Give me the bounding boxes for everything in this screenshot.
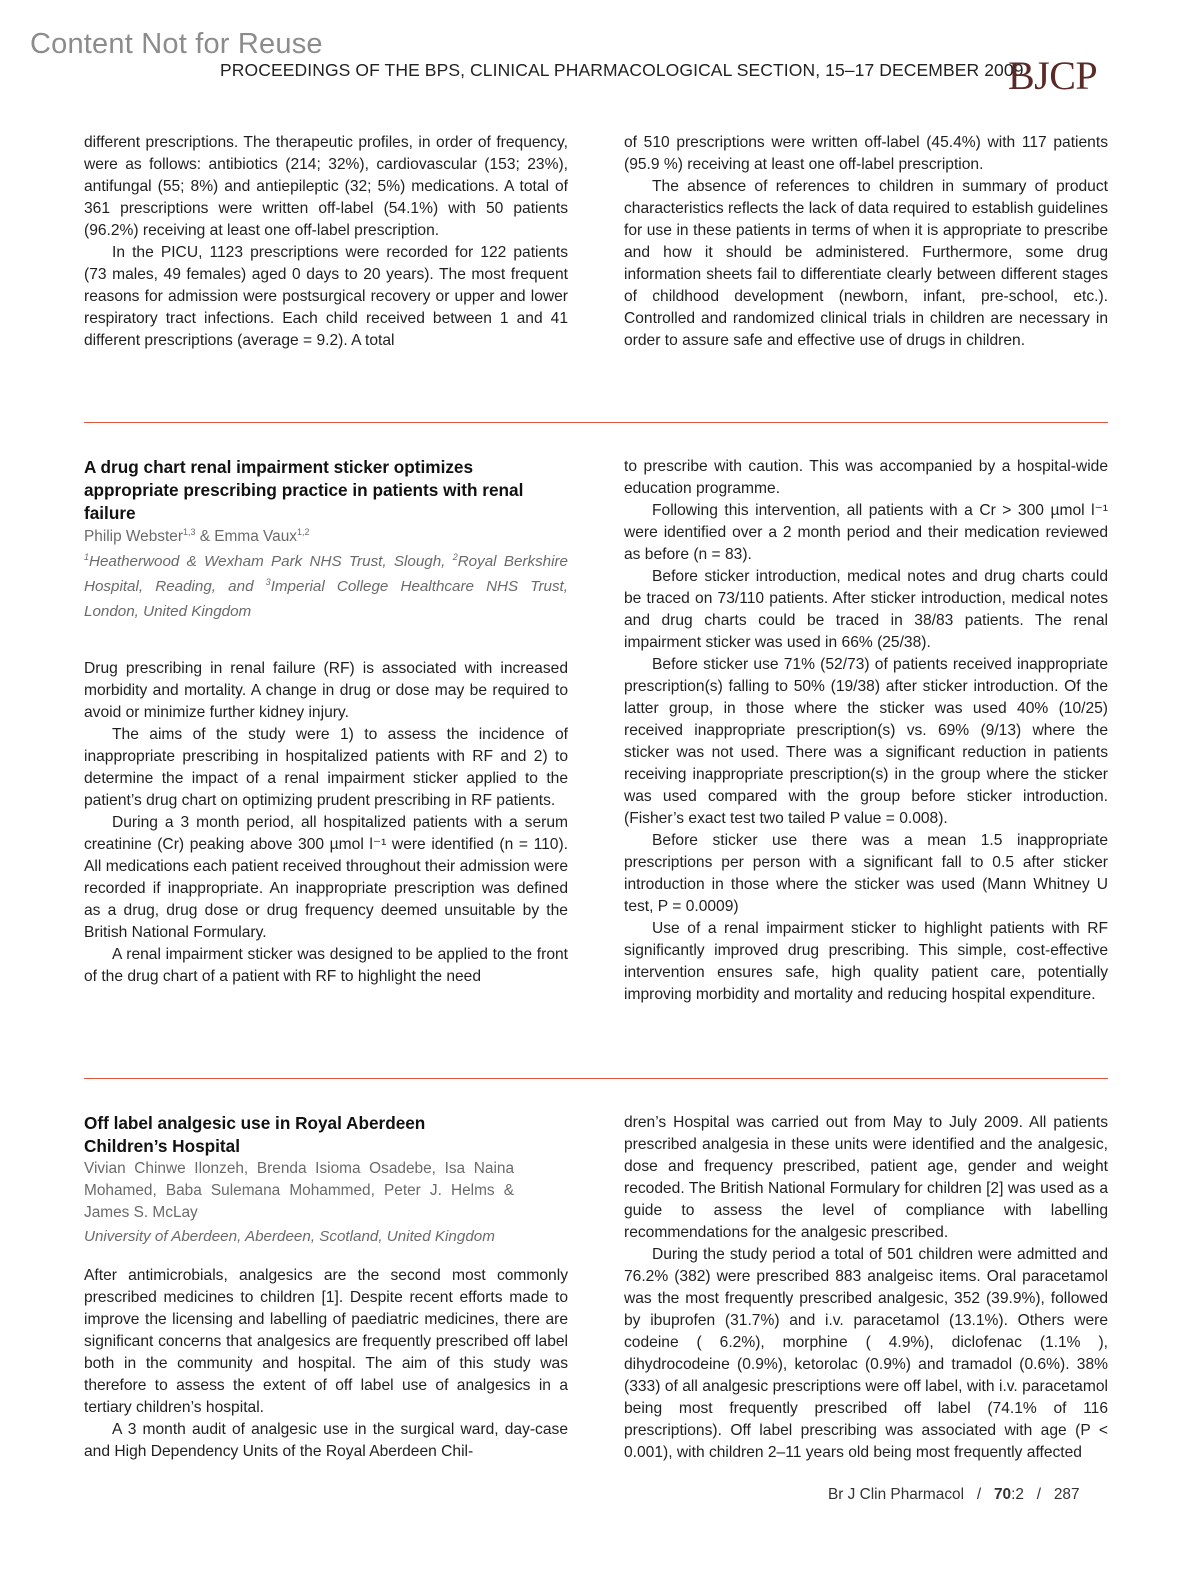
paragraph: of 510 prescriptions were written off-label (45.4%) with 117 patients (95.9 %) receiving at least one off-label prescription. [624, 134, 1108, 173]
paragraph: Before sticker use 71% (52/73) of patients received inappropriate prescription(s) falling to 50% (19/38) after sticker introduction. Of the latter group, in those where the sticker was used 40% (10/25) received inappropriate prescription(s) vs. 69% (9/13) where the sticker was not used. There was a significant reduction in patients receiving inappropriate prescription(s) in the group where the sticker was used compared with the group before sticker introduction. (Fisher’s exact test two tailed P value = 0.008). [624, 656, 1108, 827]
affiliation-mark: 2 [452, 551, 458, 562]
author-separator: & [195, 528, 215, 545]
watermark: Content Not for Reuse [30, 28, 323, 60]
journal-logo: BJCP [1008, 53, 1098, 98]
author-affiliation-mark: 1,2 [296, 526, 310, 537]
section-divider [84, 422, 1108, 423]
paragraph: The aims of the study were 1) to assess the incidence of inappropriate prescribing in hospitalized patients with RF and 2) to determine the impact of a renal impairment sticker applied to the patient’s drug chart on optimizing prudent prescribing in RF patients. [84, 726, 568, 809]
paragraph: In the PICU, 1123 prescriptions were recorded for 122 patients (73 males, 49 females) aged 0 days to 20 years). The most frequent reasons for admission were postsurgical recovery or upper and lower respiratory tract infections. Each child received between 1 and 41 different prescriptions (average = 9.2). A total [84, 244, 568, 349]
abstract-title: A drug chart renal impairment sticker optimizes appropriate prescribing practice in patients with renal failure [84, 457, 524, 523]
paragraph: A renal impairment sticker was designed to be applied to the front of the drug chart of a patient with RF to highlight the need [84, 946, 568, 985]
affiliation-text: Heatherwood & Wexham Park NHS Trust, Slough, [89, 553, 453, 570]
paragraph: During the study period a total of 501 children were admitted and 76.2% (382) were prescribed 883 analgeisc items. Oral paracetamol was the most frequently prescribed analgesic, 352 (39.9%), followed by ibuprofen (31.7%) and i.v. paracetamol (13.1%). Others were codeine ( 6.2%), morphine ( 4.9%), diclofenac (1.1% ), dihydrocodeine (0.9%), ketorolac (0.9%) and tramadol (0.6%). 38% (333) of all analgesic prescriptions were off label, with i.v. paracetamol being most frequently prescribed off label (74.1% of 116 prescriptions). Off label prescribing was associated with age (P < 0.001), with children 2–11 years old being most frequently affected [624, 1246, 1108, 1461]
paragraph: Drug prescribing in renal failure (RF) is associated with increased morbidity and mortality. A change in drug or dose may be required to avoid or minimize further kidney injury. [84, 660, 568, 721]
column-right [624, 1112, 1108, 1464]
paragraph: A 3 month audit of analgesic use in the surgical ward, day-case and High Dependency Units of the Royal Aberdeen Chil- [84, 1421, 568, 1460]
running-head: PROCEEDINGS OF THE BPS, CLINICAL PHARMACOLOGICAL SECTION, 15–17 DECEMBER 2009 [220, 60, 1024, 80]
paragraph: After antimicrobials, analgesics are the second most commonly prescribed medicines to children [1]. Despite recent efforts made to improve the licensing and labelling of paediatric medicines, there are significant concerns that analgesics are frequently prescribed off label both in the community and hospital. The aim of this study was therefore to assess the extent of off label use of analgesics in a tertiary children’s hospital. [84, 1267, 568, 1416]
affiliation-text: Royal Berkshire Hospital, Reading, and [84, 553, 568, 595]
paragraph: Following this intervention, all patients with a Cr > 300 µmol l⁻¹ were identified over a 2 month period and their medication reviewed as before (n = 83). [624, 502, 1108, 563]
affiliation-mark: 1 [84, 551, 90, 562]
abstract-authors: Vivian Chinwe Ilonzeh, Brenda Isioma Osadebe, Isa Naina Mohamed, Baba Sulemana Mohammed, Peter J. Helms & James S. McLay [84, 1160, 514, 1221]
abstract-affiliation: University of Aberdeen, Aberdeen, Scotland, United Kingdom [84, 1228, 495, 1245]
footer-separator: / [976, 1486, 982, 1503]
author-affiliation-mark: 1,3 [182, 526, 196, 537]
column-left [84, 456, 568, 988]
paragraph: dren’s Hospital was carried out from May to July 2009. All patients prescribed analgesia in these units were identified and the analgesic, dose and frequency prescribed, patient age, gender and weight recoded. The British National Formulary for children [2] was used as a guide to assess the level of compliance with labelling recommendations for the analgesic prescribed. [624, 1114, 1108, 1241]
page-footer [828, 1486, 1080, 1504]
paragraph: different prescriptions. The therapeutic profiles, in order of frequency, were as follows: antibiotics (214; 32%), cardiovascular (153; 23%), antifungal (55; 8%) and antiepileptic (32; 5%) medications. A total of 361 prescriptions were written off-label (54.1%) with 50 patients (96.2%) receiving at least one off-label prescription. [84, 134, 568, 239]
footer-journal: Br J Clin Pharmacol [828, 1486, 964, 1503]
column-left [84, 132, 568, 352]
footer-page-number: 287 [1053, 1486, 1080, 1503]
footer-issue: :2 [1011, 1486, 1024, 1503]
paragraph: to prescribe with caution. This was accompanied by a hospital-wide education programme. [624, 458, 1108, 497]
author-name: Philip Webster [84, 528, 183, 545]
footer-separator: / [1036, 1486, 1042, 1503]
paragraph: During a 3 month period, all hospitalized patients with a serum creatinine (Cr) peaking above 300 µmol l⁻¹ were identified (n = 110). All medications each patient received throughout their admission were recorded if inappropriate. An inappropriate prescription was defined as a drug, drug dose or drug frequency deemed unsuitable by the British National Formulary. [84, 814, 568, 941]
author-name: Emma Vaux [214, 528, 297, 545]
paragraph: Use of a renal impairment sticker to highlight patients with RF significantly improved drug prescribing. This simple, cost-effective intervention ensures safe, high quality patient care, potentially improving morbidity and mortality and reducing hospital expenditure. [624, 920, 1108, 1003]
affiliation-mark: 3 [265, 576, 271, 587]
abstract-authors [84, 526, 568, 548]
paragraph: The absence of references to children in summary of product characteristics reflects the lack of data required to establish guidelines for use in these patients in terms of when it is appropriate to prescribe and how it should be administered. Furthermore, some drug information sheets fail to differentiate clearly between different stages of childhood development (newborn, infant, pre-school, etc.). Controlled and randomized clinical trials in children are necessary in order to assure safe and effective use of drugs in children. [624, 178, 1108, 349]
column-right [624, 132, 1108, 352]
column-left [84, 1112, 568, 1463]
paragraph: Before sticker introduction, medical notes and drug charts could be traced on 73/110 patients. After sticker introduction, medical notes and drug charts could be traced in 38/83 patients. The renal impairment sticker was used in 66% (25/38). [624, 568, 1108, 651]
abstract-affiliation [84, 549, 568, 624]
footer-volume: 70 [993, 1486, 1012, 1503]
paragraph: Before sticker use there was a mean 1.5 inappropriate prescriptions per person with a significant fall to 0.5 after sticker introduction in those where the sticker was used (Mann Whitney U test, P = 0.0009) [624, 832, 1108, 915]
affiliation-text: Imperial College Healthcare NHS Trust, London, United Kingdom [84, 578, 568, 620]
column-right [624, 456, 1108, 1006]
section-divider [84, 1078, 1108, 1079]
abstract-title: Off label analgesic use in Royal Aberdeen Children’s Hospital [84, 1113, 426, 1156]
